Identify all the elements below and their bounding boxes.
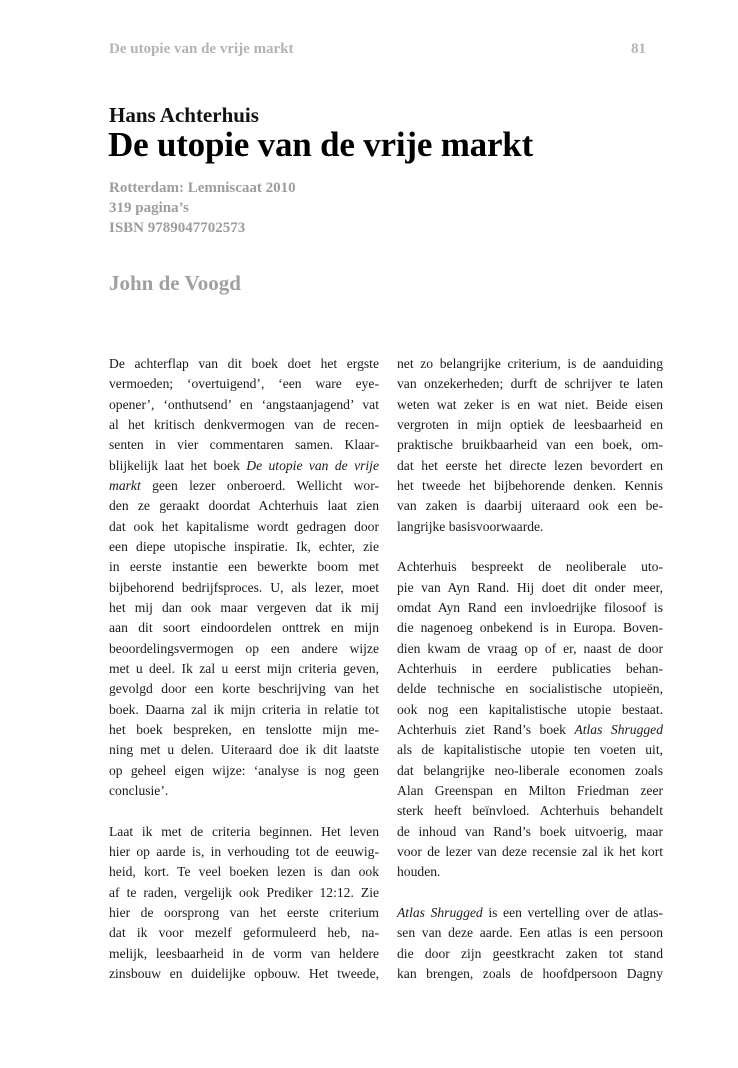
text-line (109, 618, 379, 638)
text-line (109, 354, 379, 374)
text-segment: die nagenoeg onbekend is in Europa. Boven- (397, 620, 663, 636)
text-segment: af te raden, vergelijk ook Prediker 12:12. Zie (109, 884, 379, 900)
text-segment: in eerste instantie een bewerkte boom met (109, 559, 379, 575)
text-segment: op geheel eigen wijze: ‘analyse is nog geen (109, 762, 379, 778)
text-line (397, 862, 663, 882)
text-segment: blijkelijk laat het boek (109, 457, 247, 473)
text-column-right (397, 354, 663, 1005)
text-segment: pie van Ayn Rand. Hij doet dit onder meer, (397, 579, 663, 595)
text-line (109, 456, 379, 476)
text-line (109, 659, 379, 679)
text-segment: vermoeden; ‘overtuigend’, ‘een ware eye- (109, 376, 379, 392)
text-line (397, 761, 663, 781)
text-segment: Achterhuis bespreekt de neoliberale uto- (397, 559, 663, 575)
isbn: ISBN 9789047702573 (109, 220, 246, 236)
text-line (109, 476, 379, 496)
text-segment: melijk, leesbaarheid in de vorm van heldere (109, 945, 379, 961)
text-line (397, 578, 663, 598)
text-segment: omdat Ayn Rand een invloedrijke filosoof is (397, 599, 663, 615)
text-line (397, 923, 663, 943)
text-line (109, 598, 379, 618)
text-segment: hier de oorsprong van het eerste criterium (109, 904, 379, 920)
text-segment: sen van deze aarde. Een atlas is een persoon (397, 925, 663, 941)
running-title: De utopie van de vrije markt (109, 41, 294, 57)
text-segment: het mij dan ook maar vergeven dat ik mij (109, 599, 379, 615)
text-segment: dat ik voor mezelf geformuleerd heb, na- (109, 925, 379, 941)
text-line (109, 903, 379, 923)
text-line (109, 842, 379, 862)
text-segment: beoordelingsvermogen op een andere wijze (109, 640, 379, 656)
text-line (397, 354, 663, 374)
book-metadata (109, 178, 296, 238)
text-line (109, 761, 379, 781)
text-line (109, 517, 379, 537)
text-line (109, 944, 379, 964)
page-number: 81 (631, 41, 646, 57)
text-segment: het tweede het bijbehorende denken. Kennis (397, 477, 663, 493)
text-segment: het boek bespreken, en tenslotte mijn me- (109, 721, 379, 737)
text-segment: is een vertelling over de atlas- (482, 904, 663, 920)
paragraph (397, 354, 663, 537)
text-line (397, 679, 663, 699)
text-line (397, 842, 663, 862)
text-line (397, 700, 663, 720)
text-segment: Achterhuis in eerdere publicaties behan- (397, 660, 663, 676)
text-segment: heid, kort. Te veel boeken lezen is dan ook (109, 864, 379, 880)
text-line (397, 496, 663, 516)
text-segment: De achterflap van dit boek doet het ergste (109, 356, 379, 371)
text-line (397, 781, 663, 801)
text-segment: praktische bruikbaarheid van een boek, om- (397, 437, 663, 453)
text-line (109, 639, 379, 659)
text-segment: een diepe utopische inspiratie. Ik, echter, zie (109, 538, 379, 554)
text-segment: dat ook het kapitalisme wordt gedragen door (109, 518, 379, 534)
text-line (109, 374, 379, 394)
text-line (109, 537, 379, 557)
reviewer-name: John de Voogd (109, 271, 241, 295)
text-segment: kan brengen, zoals de hoofdpersoon Dagny (397, 965, 663, 981)
paragraph (397, 903, 663, 984)
text-segment: aan dit soort eindoordelen onttrek en mijn (109, 620, 379, 636)
text-line (397, 740, 663, 760)
text-line (397, 659, 663, 679)
text-segment: bijbehorend bedrijfsproces. U, als lezer, moet (109, 579, 379, 595)
text-segment: conclusie’. (109, 782, 169, 798)
text-line (109, 395, 379, 415)
text-segment: van onzekerheden; durft de schrijver te laten (397, 376, 663, 392)
paragraph (109, 822, 379, 985)
text-line (109, 923, 379, 943)
text-line (397, 944, 663, 964)
page-count: 319 pagina’s (109, 200, 189, 216)
text-line (397, 517, 663, 537)
text-segment: langrijke basisvoorwaarde. (397, 518, 544, 534)
text-line (109, 740, 379, 760)
text-line (109, 679, 379, 699)
text-line (109, 496, 379, 516)
text-segment: voor de lezer van deze recensie zal ik het kort (397, 843, 663, 859)
text-segment: houden. (397, 864, 441, 880)
text-line (397, 476, 663, 496)
text-line (109, 700, 379, 720)
italic-text: De utopie van de vrije (246, 457, 379, 473)
text-segment: gevolgd door een korte beschrijving van het (109, 681, 379, 697)
text-line (109, 964, 379, 984)
text-segment: opener’, ‘onthutsend’ en ‘angstaanjagend’ vat (109, 396, 379, 412)
text-segment: net zo belangrijke criterium, is de aanduiding (397, 356, 663, 371)
text-line (109, 557, 379, 577)
text-line (109, 435, 379, 455)
text-segment: dat het eerste het directe lezen bevordert en (397, 457, 663, 473)
text-line (397, 639, 663, 659)
running-header (109, 41, 646, 58)
text-segment: boek. Daarna zal ik mijn criteria in relatie tot (109, 701, 379, 717)
text-column-left (109, 354, 379, 1005)
text-segment: dat belangrijke neo-liberale economen zoals (397, 762, 663, 778)
text-segment: Alan Greenspan en Milton Friedman zeer (397, 782, 663, 798)
text-segment: ook nog een kapitalistische utopie bestaat. (397, 701, 663, 717)
text-segment: delde technische en socialistische utopieën, (397, 681, 663, 697)
italic-text: Atlas Shrugged (574, 721, 664, 737)
text-line (397, 903, 663, 923)
text-segment: sterk heeft beïnvloed. Achterhuis behandelt (397, 803, 663, 819)
text-segment: zinsbouw en duidelijke opbouw. Het tweede, (109, 965, 379, 981)
text-segment: van zaken is daarbij uiteraard ook een be- (397, 498, 663, 514)
text-segment: dien kwam de vraag op of er, naast de door (397, 640, 663, 656)
text-line (109, 822, 379, 842)
text-segment: senten in vier commentaren samen. Klaar- (109, 437, 379, 453)
text-segment: ning met u delen. Uiteraard doe ik dit laatste (109, 742, 379, 758)
text-line (397, 395, 663, 415)
publisher: Rotterdam: Lemniscaat 2010 (109, 180, 296, 196)
text-line (397, 435, 663, 455)
text-segment: met u deel. Ik zal u eerst mijn criteria geven, (109, 660, 379, 676)
paragraph (397, 557, 663, 882)
book-title: De utopie van de vrije markt (108, 125, 534, 164)
text-segment: Achterhuis ziet Rand’s boek (397, 721, 575, 737)
text-line (397, 822, 663, 842)
text-line (109, 781, 379, 801)
text-line (109, 578, 379, 598)
text-line (397, 374, 663, 394)
text-segment: als de kapitalistische utopie ten voeten uit, (397, 742, 663, 758)
italic-text: markt (109, 477, 141, 493)
text-segment: Laat ik met de criteria beginnen. Het leven (109, 823, 379, 839)
text-segment: vergroten in mijn optiek de leesbaarheid en (397, 416, 663, 432)
text-segment: weten wat zeker is en wat niet. Beide eisen (397, 396, 663, 412)
italic-text: Atlas Shrugged (397, 904, 483, 920)
text-segment: hier op aarde is, in verhouding tot de eeuwig- (109, 843, 379, 859)
text-segment: de inhoud van Rand’s boek uitvoerig, maar (397, 823, 663, 839)
text-segment: die door zijn geestkracht zaken tot stand (397, 945, 663, 961)
text-line (109, 720, 379, 740)
text-line (397, 964, 663, 984)
text-line (397, 415, 663, 435)
paragraph (109, 354, 379, 801)
text-line (109, 415, 379, 435)
text-line (397, 618, 663, 638)
text-segment: geen lezer onberoerd. Wellicht wor- (140, 477, 379, 493)
text-line (397, 456, 663, 476)
text-segment: den ze geraakt doordat Achterhuis laat zien (109, 498, 379, 514)
text-line (109, 883, 379, 903)
book-author: Hans Achterhuis (109, 103, 259, 127)
text-line (397, 801, 663, 821)
text-segment: al het kritisch denkvermogen van de recen- (109, 416, 379, 432)
text-line (397, 598, 663, 618)
text-line (109, 862, 379, 882)
text-line (397, 557, 663, 577)
text-line (397, 720, 663, 740)
